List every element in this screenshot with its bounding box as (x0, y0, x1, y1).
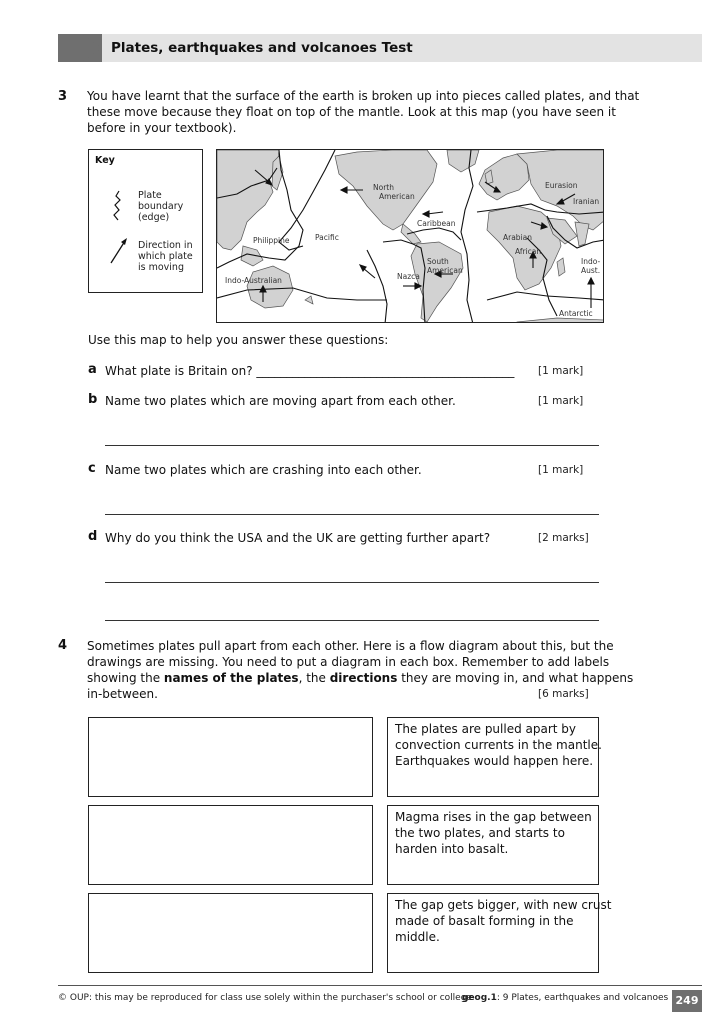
step-1-line-1: The plates are pulled apart by (395, 722, 577, 736)
footer-rule (58, 985, 702, 986)
map-label-indo-aust-1: Indo- (581, 257, 601, 266)
question-4-line-4: in-between. (87, 687, 158, 701)
plate-map (216, 149, 604, 323)
question-3-intro-1: You have learnt that the surface of the earth is broken up into pieces called plates, and that (87, 89, 640, 103)
question-3a-marks: [1 mark] (538, 365, 584, 377)
map-label-african: African (515, 247, 542, 256)
answer-line-3c[interactable] (105, 514, 599, 515)
map-label-south-american-1: South (427, 257, 449, 266)
question-3d-letter: d (88, 529, 98, 544)
key-boundary-label-1: Plate (138, 190, 162, 201)
footer-chapter: geog.1: 9 Plates, earthquakes and volcanoes (462, 993, 669, 1003)
map-label-north-american-2: American (379, 192, 415, 201)
step-1-line-2: convection currents in the mantle. (395, 738, 602, 752)
map-key-title: Key (95, 155, 115, 166)
step-3-line-1: The gap gets bigger, with new crust (395, 898, 612, 912)
map-label-indo-aust-2: Aust. (581, 266, 601, 275)
question-4-line-2: drawings are missing. You need to put a diagram in each box. Remember to add labels (87, 655, 610, 669)
map-label-north-american-1: North (373, 183, 394, 192)
key-direction-label-1: Direction in (138, 240, 193, 251)
question-3b-letter: b (88, 392, 98, 407)
question-3-intro-3: before in your textbook). (87, 121, 237, 135)
answer-line-3d-2[interactable] (105, 620, 599, 621)
question-3a-letter: a (88, 362, 97, 377)
map-label-pacific: Pacific (315, 233, 339, 242)
question-3-number: 3 (58, 89, 68, 104)
map-label-indo-australian: Indo-Australian (225, 276, 282, 285)
key-boundary-label-2: boundary (138, 201, 184, 212)
question-3a-text: What plate is Britain on? ___________________________________________ (105, 364, 515, 378)
question-3c-text: Name two plates which are crashing into each other. (105, 463, 422, 477)
question-3b-text: Name two plates which are moving apart from each other. (105, 394, 456, 408)
direction-arrow-icon (108, 236, 130, 266)
key-direction-label-3: is moving (138, 262, 184, 273)
map-label-eurasian: Eurasion (545, 181, 578, 190)
step-2-line-1: Magma rises in the gap between (395, 810, 592, 824)
map-label-south-american-2: American (427, 266, 463, 275)
map-label-arabian: Arabian (503, 233, 533, 242)
map-label-antarctic: Antarctic (559, 309, 593, 318)
question-4-line-3: showing the names of the plates, the directions they are moving in, and what happens (87, 671, 634, 685)
key-direction-label-2: which plate (138, 251, 193, 262)
step-2-line-2: the two plates, and starts to (395, 826, 565, 840)
plate-boundary-icon (110, 190, 126, 222)
question-4-marks: [6 marks] (538, 688, 589, 700)
step-1-line-3: Earthquakes would happen here. (395, 754, 594, 768)
step-2-line-3: harden into basalt. (395, 842, 509, 856)
map-label-caribbean: Caribbean (417, 219, 456, 228)
question-3c-marks: [1 mark] (538, 464, 584, 476)
page-number: 249 (672, 990, 702, 1012)
question-3d-text: Why do you think the USA and the UK are getting further apart? (105, 531, 491, 545)
drawing-box-1[interactable] (88, 717, 373, 797)
question-3c-letter: c (88, 461, 96, 476)
question-4-line-1: Sometimes plates pull apart from each other. Here is a flow diagram about this, but the (87, 639, 614, 653)
step-3-line-3: middle. (395, 930, 440, 944)
drawing-box-3[interactable] (88, 893, 373, 973)
question-3d-marks: [2 marks] (538, 532, 589, 544)
question-4-number: 4 (58, 638, 68, 653)
page-title: Plates, earthquakes and volcanoes Test (111, 40, 413, 56)
drawing-box-2[interactable] (88, 805, 373, 885)
question-3b-marks: [1 mark] (538, 395, 584, 407)
footer-copyright: © OUP: this may be reproduced for class use solely within the purchaser's school or college (58, 993, 472, 1003)
map-label-philippine: Philippine (253, 236, 290, 245)
map-instruction: Use this map to help you answer these questions: (88, 333, 389, 347)
key-boundary-label-3: (edge) (138, 212, 170, 223)
map-label-iranian: Iranian (573, 197, 600, 206)
question-3-intro-2: these move because they float on top of the mantle. Look at this map (you have seen it (87, 105, 616, 119)
step-3-line-2: made of basalt forming in the (395, 914, 574, 928)
header-arrow (82, 34, 102, 62)
answer-line-3b[interactable] (105, 445, 599, 446)
map-label-nazca: Nazca (397, 272, 420, 281)
answer-line-3d-1[interactable] (105, 582, 599, 583)
